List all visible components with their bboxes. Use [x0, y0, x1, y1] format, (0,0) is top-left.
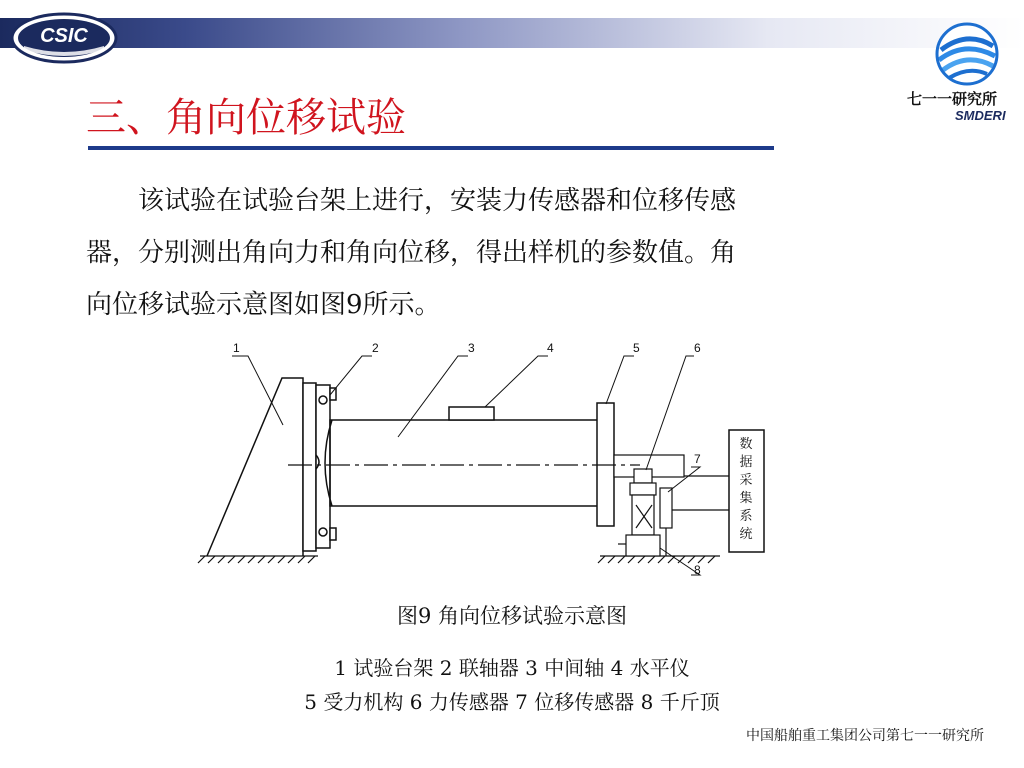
institute-logo	[905, 12, 1015, 122]
displacement-sensor	[660, 488, 672, 528]
test-stand	[207, 378, 303, 556]
coupling	[303, 383, 336, 551]
body-paragraph	[86, 175, 946, 331]
data-box-char: 据	[739, 455, 753, 470]
jack	[618, 483, 660, 556]
data-box-char: 数	[739, 437, 753, 452]
footer-organization: 中国船舶重工集团公司第七一一研究所	[746, 728, 984, 744]
label-2: 2	[372, 341, 379, 355]
label-5: 5	[633, 341, 640, 355]
label-6: 6	[694, 341, 701, 355]
data-box-char: 集	[739, 491, 753, 506]
force-sensor	[634, 469, 652, 483]
data-box-char: 采	[739, 473, 753, 488]
header-gradient-bar	[0, 18, 1024, 48]
figure-legend-line-2: 5 受力机构 6 力传感器 7 位移传感器 8 千斤顶	[304, 690, 720, 714]
institute-logo-abbr: SMDERI	[955, 108, 1006, 122]
institute-logo-name: 七一一研究所	[907, 90, 998, 108]
figure-legend-line-1: 1 试验台架 2 联轴器 3 中间轴 4 水平仪	[334, 656, 690, 680]
label-8: 8	[694, 563, 701, 577]
label-1: 1	[233, 341, 240, 355]
data-box-char: 统	[739, 527, 753, 542]
intermediate-shaft	[325, 420, 600, 506]
body-line: 该试验在试验台架上进行，安装力传感器和位移传感	[86, 186, 737, 216]
slide-title: 三、角向位移试验	[86, 95, 406, 141]
label-3: 3	[468, 341, 475, 355]
body-line: 器，分别测出角向力和角向位移，得出样机的参数值。角	[86, 238, 737, 268]
figure-caption: 图9 角向位移试验示意图	[396, 604, 628, 628]
title-underline	[88, 146, 774, 150]
test-schematic-diagram	[180, 335, 780, 585]
label-4: 4	[547, 341, 554, 355]
csic-logo-text: CSIC	[40, 25, 88, 47]
signal-wires	[672, 476, 729, 510]
label-7: 7	[694, 452, 701, 466]
csic-logo	[10, 12, 118, 64]
data-box-char: 系	[739, 509, 753, 524]
ground-hatch	[198, 556, 720, 563]
body-line: 向位移试验示意图如图9所示。	[86, 290, 441, 320]
level-gauge	[449, 407, 494, 420]
